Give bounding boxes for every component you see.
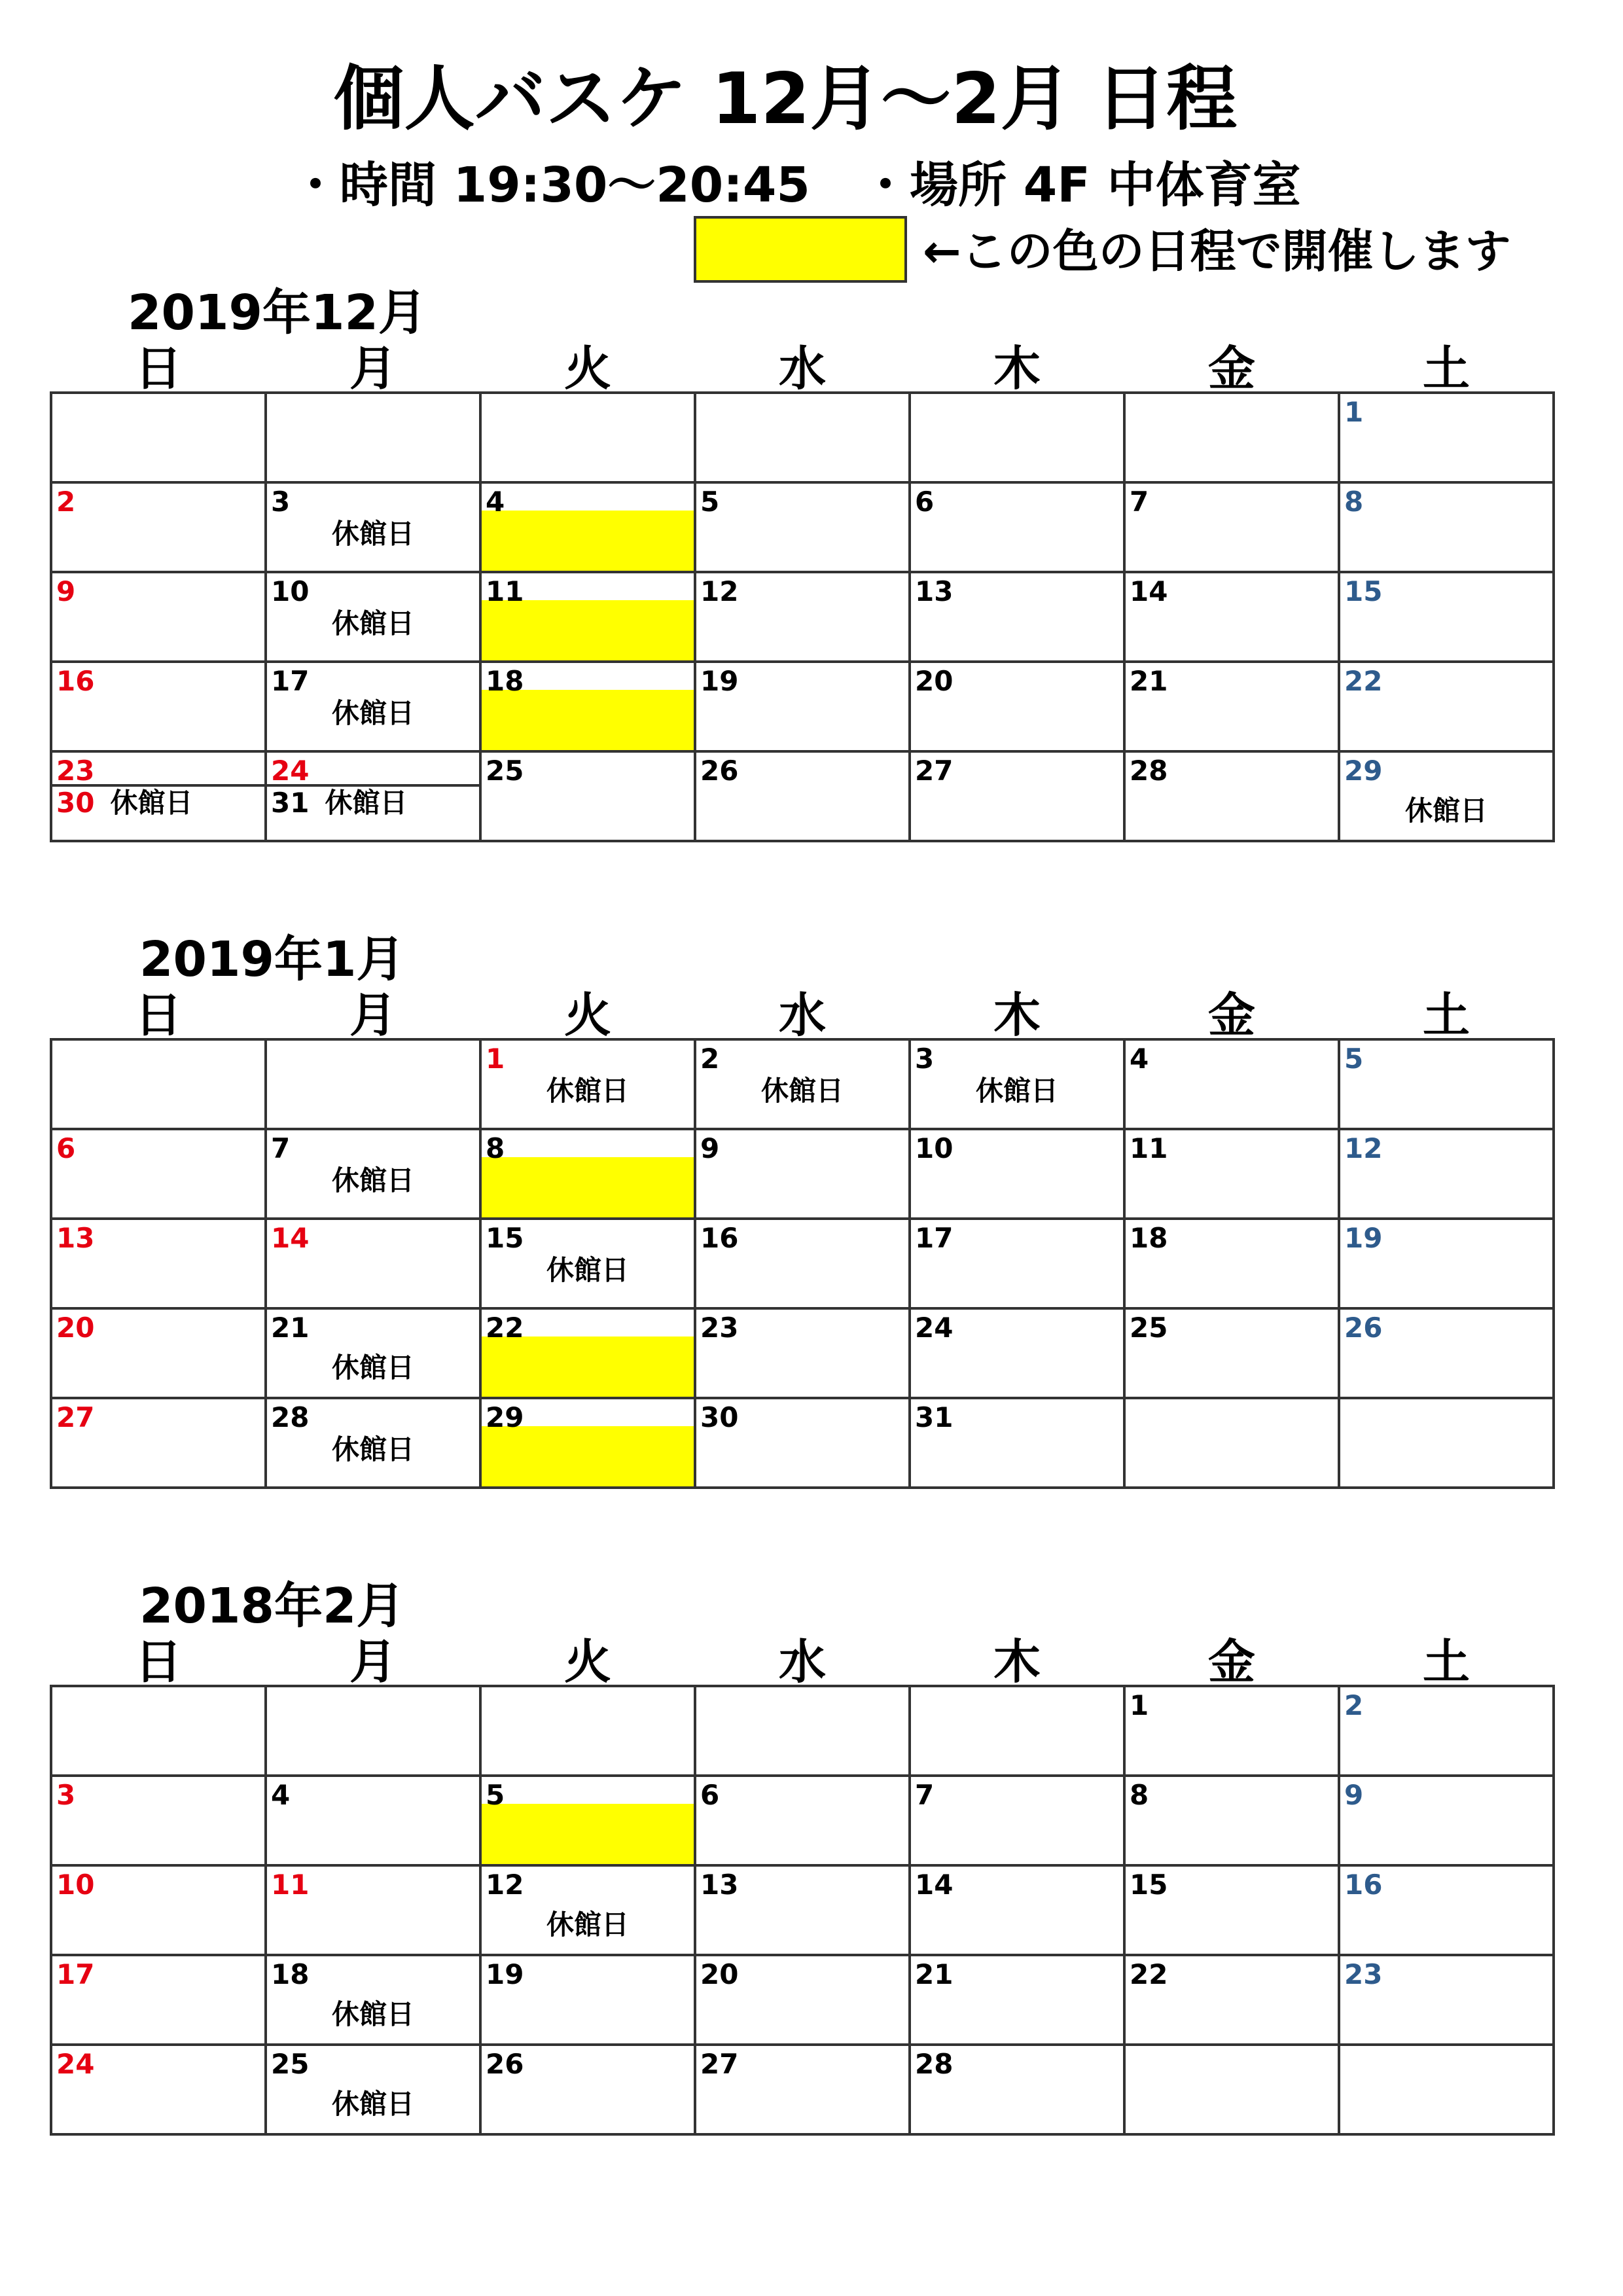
calendar-day-cell: [266, 662, 480, 751]
calendar-day-cell: [51, 1219, 266, 1308]
calendar-dec: [50, 391, 1555, 842]
weekday-label: 日: [134, 341, 182, 396]
day-number: 28: [915, 2048, 954, 2080]
legend-swatch: [694, 216, 907, 283]
day-number: 1: [1130, 1689, 1149, 1721]
day-number: 30: [700, 1401, 739, 1433]
day-number: 12: [700, 575, 739, 607]
calendar-day-cell: [51, 572, 266, 662]
calendar-week-row: [51, 1865, 1554, 1955]
day-number: 2: [1344, 1689, 1364, 1721]
day-number: 24: [56, 2048, 95, 2080]
calendar-day-cell: [51, 662, 266, 751]
day-number: 29: [1344, 755, 1383, 787]
day-number: 26: [700, 755, 739, 787]
calendar-day-cell: [266, 1686, 480, 1776]
day-number: 22: [486, 1312, 524, 1344]
event-highlight: [482, 511, 694, 571]
day-number: 20: [700, 1958, 739, 1990]
calendar-day-cell: [51, 1776, 266, 1865]
event-highlight: [482, 1426, 694, 1486]
calendar-day-cell: [266, 572, 480, 662]
day-number: 23: [1344, 1958, 1383, 1990]
calendar-day-cell: [480, 482, 695, 572]
calendar-jan: [50, 1038, 1555, 1489]
day-number: 22: [1344, 665, 1383, 697]
day-number: 25: [486, 755, 524, 787]
calendar-week-row: [51, 1955, 1554, 2045]
day-number: 3: [56, 1779, 76, 1811]
calendar-day-cell: [1124, 1955, 1339, 2045]
closed-note: 休館日: [1404, 795, 1488, 827]
day-number: 27: [915, 755, 954, 787]
calendar-day-cell: [266, 482, 480, 572]
calendar-day-cell: [51, 751, 266, 841]
closed-note: 休館日: [546, 1254, 629, 1286]
weekday-label: 土: [1422, 988, 1470, 1043]
day-number: 24: [271, 755, 310, 787]
day-number: 8: [1344, 486, 1364, 518]
calendar-day-cell: [910, 662, 1124, 751]
calendar-day-cell: [910, 572, 1124, 662]
day-number: 28: [1130, 755, 1168, 787]
closed-note: 休館日: [331, 1998, 414, 2030]
day-number: 3: [271, 486, 291, 518]
place-info: ・場所 4F 中体育室: [861, 157, 1301, 213]
day-number: 17: [56, 1958, 95, 1990]
calendar-day-cell: [1339, 2045, 1554, 2134]
day-number: 11: [486, 575, 524, 607]
calendar-day-cell: [1124, 2045, 1339, 2134]
weekday-label: 土: [1422, 1634, 1470, 1689]
calendar-day-cell: [910, 2045, 1124, 2134]
day-number: 17: [271, 665, 310, 697]
calendar-week-row: [51, 1129, 1554, 1219]
calendar-day-cell: [480, 393, 695, 482]
day-number: 13: [700, 1869, 739, 1901]
closed-note: 休館日: [546, 1075, 629, 1107]
calendar-day-cell: [1339, 1398, 1554, 1488]
closed-note: 休館日: [331, 1433, 414, 1465]
weekday-label: 水: [778, 341, 826, 396]
calendar-day-cell: [51, 1129, 266, 1219]
calendar-day-cell: [480, 2045, 695, 2134]
calendar-feb: [50, 1685, 1555, 2136]
day-number: 20: [915, 665, 954, 697]
calendar-day-cell: [695, 393, 910, 482]
calendar-week-row: [51, 2045, 1554, 2134]
day-number: 6: [915, 486, 935, 518]
closed-note: 休館日: [331, 1352, 414, 1384]
event-highlight: [482, 1336, 694, 1397]
day-number: 30: [56, 787, 95, 819]
weekday-header: [51, 1636, 1554, 1688]
calendar-day-cell: [910, 1955, 1124, 2045]
day-number: 21: [271, 1312, 310, 1344]
day-number: 26: [1344, 1312, 1383, 1344]
calendar-day-cell: [1339, 1776, 1554, 1865]
calendar-day-cell: [266, 2045, 480, 2134]
calendar-day-cell: [910, 393, 1124, 482]
day-number: 28: [271, 1401, 310, 1433]
calendar-day-cell: [1124, 1129, 1339, 1219]
calendar-day-cell: [480, 751, 695, 841]
day-number: 10: [271, 575, 310, 607]
calendar-day-cell: [51, 1308, 266, 1398]
weekday-label: 火: [563, 988, 611, 1043]
day-number: 27: [56, 1401, 95, 1433]
day-number: 3: [915, 1043, 935, 1075]
calendar-day-cell: [695, 751, 910, 841]
calendar-day-cell: [1124, 1865, 1339, 1955]
day-number: 7: [915, 1779, 935, 1811]
calendar-day-cell: [910, 1776, 1124, 1865]
calendar-day-cell: [695, 662, 910, 751]
day-number: 27: [700, 2048, 739, 2080]
weekday-label: 木: [993, 988, 1041, 1043]
time-info: ・時間 19:30～20:45: [291, 157, 810, 213]
day-number: 18: [486, 665, 524, 697]
weekday-label: 月: [349, 1634, 397, 1689]
calendar-day-cell: [910, 1686, 1124, 1776]
closed-note: 休館日: [331, 607, 414, 639]
calendar-day-cell: [910, 1219, 1124, 1308]
weekday-label: 水: [778, 988, 826, 1043]
day-number: 10: [915, 1132, 954, 1164]
calendar-week-row: [51, 1398, 1554, 1488]
event-highlight: [482, 1804, 694, 1864]
day-number: 14: [915, 1869, 954, 1901]
day-number: 5: [700, 486, 720, 518]
calendar-day-cell: [695, 1308, 910, 1398]
weekday-label: 火: [563, 1634, 611, 1689]
day-number: 15: [1130, 1869, 1168, 1901]
split-cell-top: [267, 753, 479, 787]
calendar-day-cell: [695, 1039, 910, 1129]
day-number: 20: [56, 1312, 95, 1344]
weekday-label: 日: [134, 1634, 182, 1689]
calendar-day-cell: [51, 2045, 266, 2134]
day-number: 14: [1130, 575, 1168, 607]
day-number: 29: [486, 1401, 524, 1433]
calendar-week-row: [51, 482, 1554, 572]
weekday-label: 日: [134, 988, 182, 1043]
closed-note: 休館日: [546, 1909, 629, 1941]
calendar-week-row: [51, 1686, 1554, 1776]
closed-note: 休館日: [331, 518, 414, 550]
day-number: 15: [486, 1222, 524, 1254]
day-number: 8: [1130, 1779, 1149, 1811]
day-number: 19: [486, 1958, 524, 1990]
day-number: 25: [271, 2048, 310, 2080]
split-cell-bottom: [271, 787, 407, 819]
calendar-day-cell: [266, 1398, 480, 1488]
day-number: 7: [271, 1132, 291, 1164]
day-number: 9: [700, 1132, 720, 1164]
calendar-day-cell: [1339, 751, 1554, 841]
calendar-day-cell: [1124, 1219, 1339, 1308]
calendar-day-cell: [51, 1398, 266, 1488]
day-number: 24: [915, 1312, 954, 1344]
day-number: 23: [56, 755, 95, 787]
calendar-week-row: [51, 1219, 1554, 1308]
weekday-label: 月: [349, 341, 397, 396]
day-number: 23: [700, 1312, 739, 1344]
day-number: 5: [486, 1779, 505, 1811]
calendar-day-cell: [1339, 1219, 1554, 1308]
calendar-day-cell: [695, 1686, 910, 1776]
calendar-day-cell: [695, 572, 910, 662]
calendar-day-cell: [266, 1308, 480, 1398]
page-title: 個人バスケ 12月～2月 日程: [333, 58, 1238, 140]
month-label-dec: 2019年12月: [128, 285, 427, 341]
day-number: 10: [56, 1869, 95, 1901]
calendar-day-cell: [1339, 1039, 1554, 1129]
calendar-day-cell: [910, 1129, 1124, 1219]
calendar-day-cell: [51, 1865, 266, 1955]
weekday-label: 金: [1207, 988, 1255, 1043]
day-number: 15: [1344, 575, 1383, 607]
calendar-day-cell: [266, 1865, 480, 1955]
calendar-day-cell: [1124, 1039, 1339, 1129]
calendar-day-cell: [480, 1865, 695, 1955]
calendar-day-cell: [51, 1955, 266, 2045]
calendar-day-cell: [1124, 1398, 1339, 1488]
calendar-day-cell: [1339, 393, 1554, 482]
calendar-day-cell: [695, 2045, 910, 2134]
calendar-day-cell: [1339, 1308, 1554, 1398]
day-number: 18: [271, 1958, 310, 1990]
closed-note: 休館日: [331, 2088, 414, 2120]
weekday-label: 金: [1207, 341, 1255, 396]
day-number: 31: [271, 787, 310, 819]
day-number: 2: [700, 1043, 720, 1075]
calendar-day-cell: [695, 482, 910, 572]
calendar-day-cell: [51, 393, 266, 482]
closed-note: 休館日: [975, 1075, 1058, 1107]
calendar-day-cell: [1339, 1955, 1554, 2045]
day-number: 21: [915, 1958, 954, 1990]
day-number: 17: [915, 1222, 954, 1254]
calendar-day-cell: [695, 1129, 910, 1219]
calendar-day-cell: [695, 1219, 910, 1308]
calendar-week-row: [51, 751, 1554, 841]
calendar-week-row: [51, 393, 1554, 482]
day-number: 2: [56, 486, 76, 518]
weekday-label: 水: [778, 1634, 826, 1689]
calendar-day-cell: [1124, 751, 1339, 841]
day-number: 1: [1344, 396, 1364, 428]
calendar-day-cell: [51, 1039, 266, 1129]
day-number: 12: [486, 1869, 524, 1901]
calendar-day-cell: [480, 662, 695, 751]
calendar-day-cell: [266, 1776, 480, 1865]
day-number: 16: [700, 1222, 739, 1254]
calendar-day-cell: [51, 1686, 266, 1776]
weekday-label: 月: [349, 988, 397, 1043]
split-cell-bottom: [56, 787, 192, 819]
calendar-day-cell: [910, 1865, 1124, 1955]
calendar-day-cell: [1339, 482, 1554, 572]
calendar-week-row: [51, 1308, 1554, 1398]
calendar-day-cell: [1339, 572, 1554, 662]
weekday-header: [51, 342, 1554, 395]
closed-note: 休館日: [325, 787, 408, 819]
calendar-day-cell: [480, 572, 695, 662]
calendar-day-cell: [266, 1039, 480, 1129]
weekday-label: 火: [563, 341, 611, 396]
month-label-jan: 2019年1月: [139, 931, 405, 988]
calendar-day-cell: [1339, 662, 1554, 751]
day-number: 13: [915, 575, 954, 607]
weekday-label: 木: [993, 341, 1041, 396]
calendar-week-row: [51, 662, 1554, 751]
calendar-day-cell: [266, 1955, 480, 2045]
calendar-day-cell: [695, 1398, 910, 1488]
day-number: 16: [56, 665, 95, 697]
weekday-label: 木: [993, 1634, 1041, 1689]
day-number: 16: [1344, 1869, 1383, 1901]
closed-note: 休館日: [110, 787, 193, 819]
closed-note: 休館日: [760, 1075, 844, 1107]
day-number: 14: [271, 1222, 310, 1254]
calendar-day-cell: [266, 1219, 480, 1308]
event-highlight: [482, 600, 694, 660]
calendar-day-cell: [910, 482, 1124, 572]
day-number: 25: [1130, 1312, 1168, 1344]
calendar-day-cell: [480, 1398, 695, 1488]
day-number: 18: [1130, 1222, 1168, 1254]
calendar-day-cell: [910, 1398, 1124, 1488]
calendar-day-cell: [480, 1039, 695, 1129]
calendar-day-cell: [1339, 1865, 1554, 1955]
day-number: 1: [486, 1043, 505, 1075]
weekday-label: 土: [1422, 341, 1470, 396]
calendar-day-cell: [1124, 572, 1339, 662]
calendar-day-cell: [910, 1039, 1124, 1129]
calendar-day-cell: [1124, 1776, 1339, 1865]
calendar-day-cell: [266, 1129, 480, 1219]
day-number: 19: [700, 665, 739, 697]
calendar-day-cell: [695, 1865, 910, 1955]
calendar-day-cell: [1124, 1686, 1339, 1776]
calendar-day-cell: [695, 1955, 910, 2045]
calendar-day-cell: [51, 482, 266, 572]
calendar-day-cell: [480, 1686, 695, 1776]
closed-note: 休館日: [331, 1164, 414, 1196]
weekday-header: [51, 989, 1554, 1041]
calendar-day-cell: [480, 1308, 695, 1398]
calendar-day-cell: [480, 1219, 695, 1308]
day-number: 11: [271, 1869, 310, 1901]
calendar-day-cell: [1339, 1686, 1554, 1776]
day-number: 12: [1344, 1132, 1383, 1164]
day-number: 11: [1130, 1132, 1168, 1164]
calendar-day-cell: [1124, 393, 1339, 482]
day-number: 31: [915, 1401, 954, 1433]
closed-note: 休館日: [331, 697, 414, 729]
calendar-day-cell: [480, 1129, 695, 1219]
day-number: 22: [1130, 1958, 1168, 1990]
calendar-day-cell: [266, 751, 480, 841]
split-cell-top: [52, 753, 264, 787]
month-label-feb: 2018年2月: [139, 1578, 405, 1634]
day-number: 6: [56, 1132, 76, 1164]
day-number: 6: [700, 1779, 720, 1811]
day-number: 13: [56, 1222, 95, 1254]
day-number: 9: [1344, 1779, 1364, 1811]
calendar-day-cell: [910, 751, 1124, 841]
day-number: 8: [486, 1132, 505, 1164]
day-number: 4: [486, 486, 505, 518]
calendar-week-row: [51, 1776, 1554, 1865]
calendar-day-cell: [1124, 1308, 1339, 1398]
day-number: 9: [56, 575, 76, 607]
event-highlight: [482, 1157, 694, 1217]
day-number: 4: [271, 1779, 291, 1811]
day-number: 21: [1130, 665, 1168, 697]
day-number: 5: [1344, 1043, 1364, 1075]
calendar-week-row: [51, 1039, 1554, 1129]
calendar-day-cell: [1124, 662, 1339, 751]
legend-text: ←この色の日程で開催します: [923, 224, 1511, 278]
day-number: 4: [1130, 1043, 1149, 1075]
calendar-day-cell: [266, 393, 480, 482]
calendar-day-cell: [1124, 482, 1339, 572]
calendar-day-cell: [480, 1776, 695, 1865]
calendar-week-row: [51, 572, 1554, 662]
weekday-label: 金: [1207, 1634, 1255, 1689]
calendar-day-cell: [910, 1308, 1124, 1398]
calendar-day-cell: [480, 1955, 695, 2045]
event-highlight: [482, 690, 694, 750]
day-number: 19: [1344, 1222, 1383, 1254]
day-number: 26: [486, 2048, 524, 2080]
calendar-day-cell: [695, 1776, 910, 1865]
day-number: 7: [1130, 486, 1149, 518]
calendar-day-cell: [1339, 1129, 1554, 1219]
